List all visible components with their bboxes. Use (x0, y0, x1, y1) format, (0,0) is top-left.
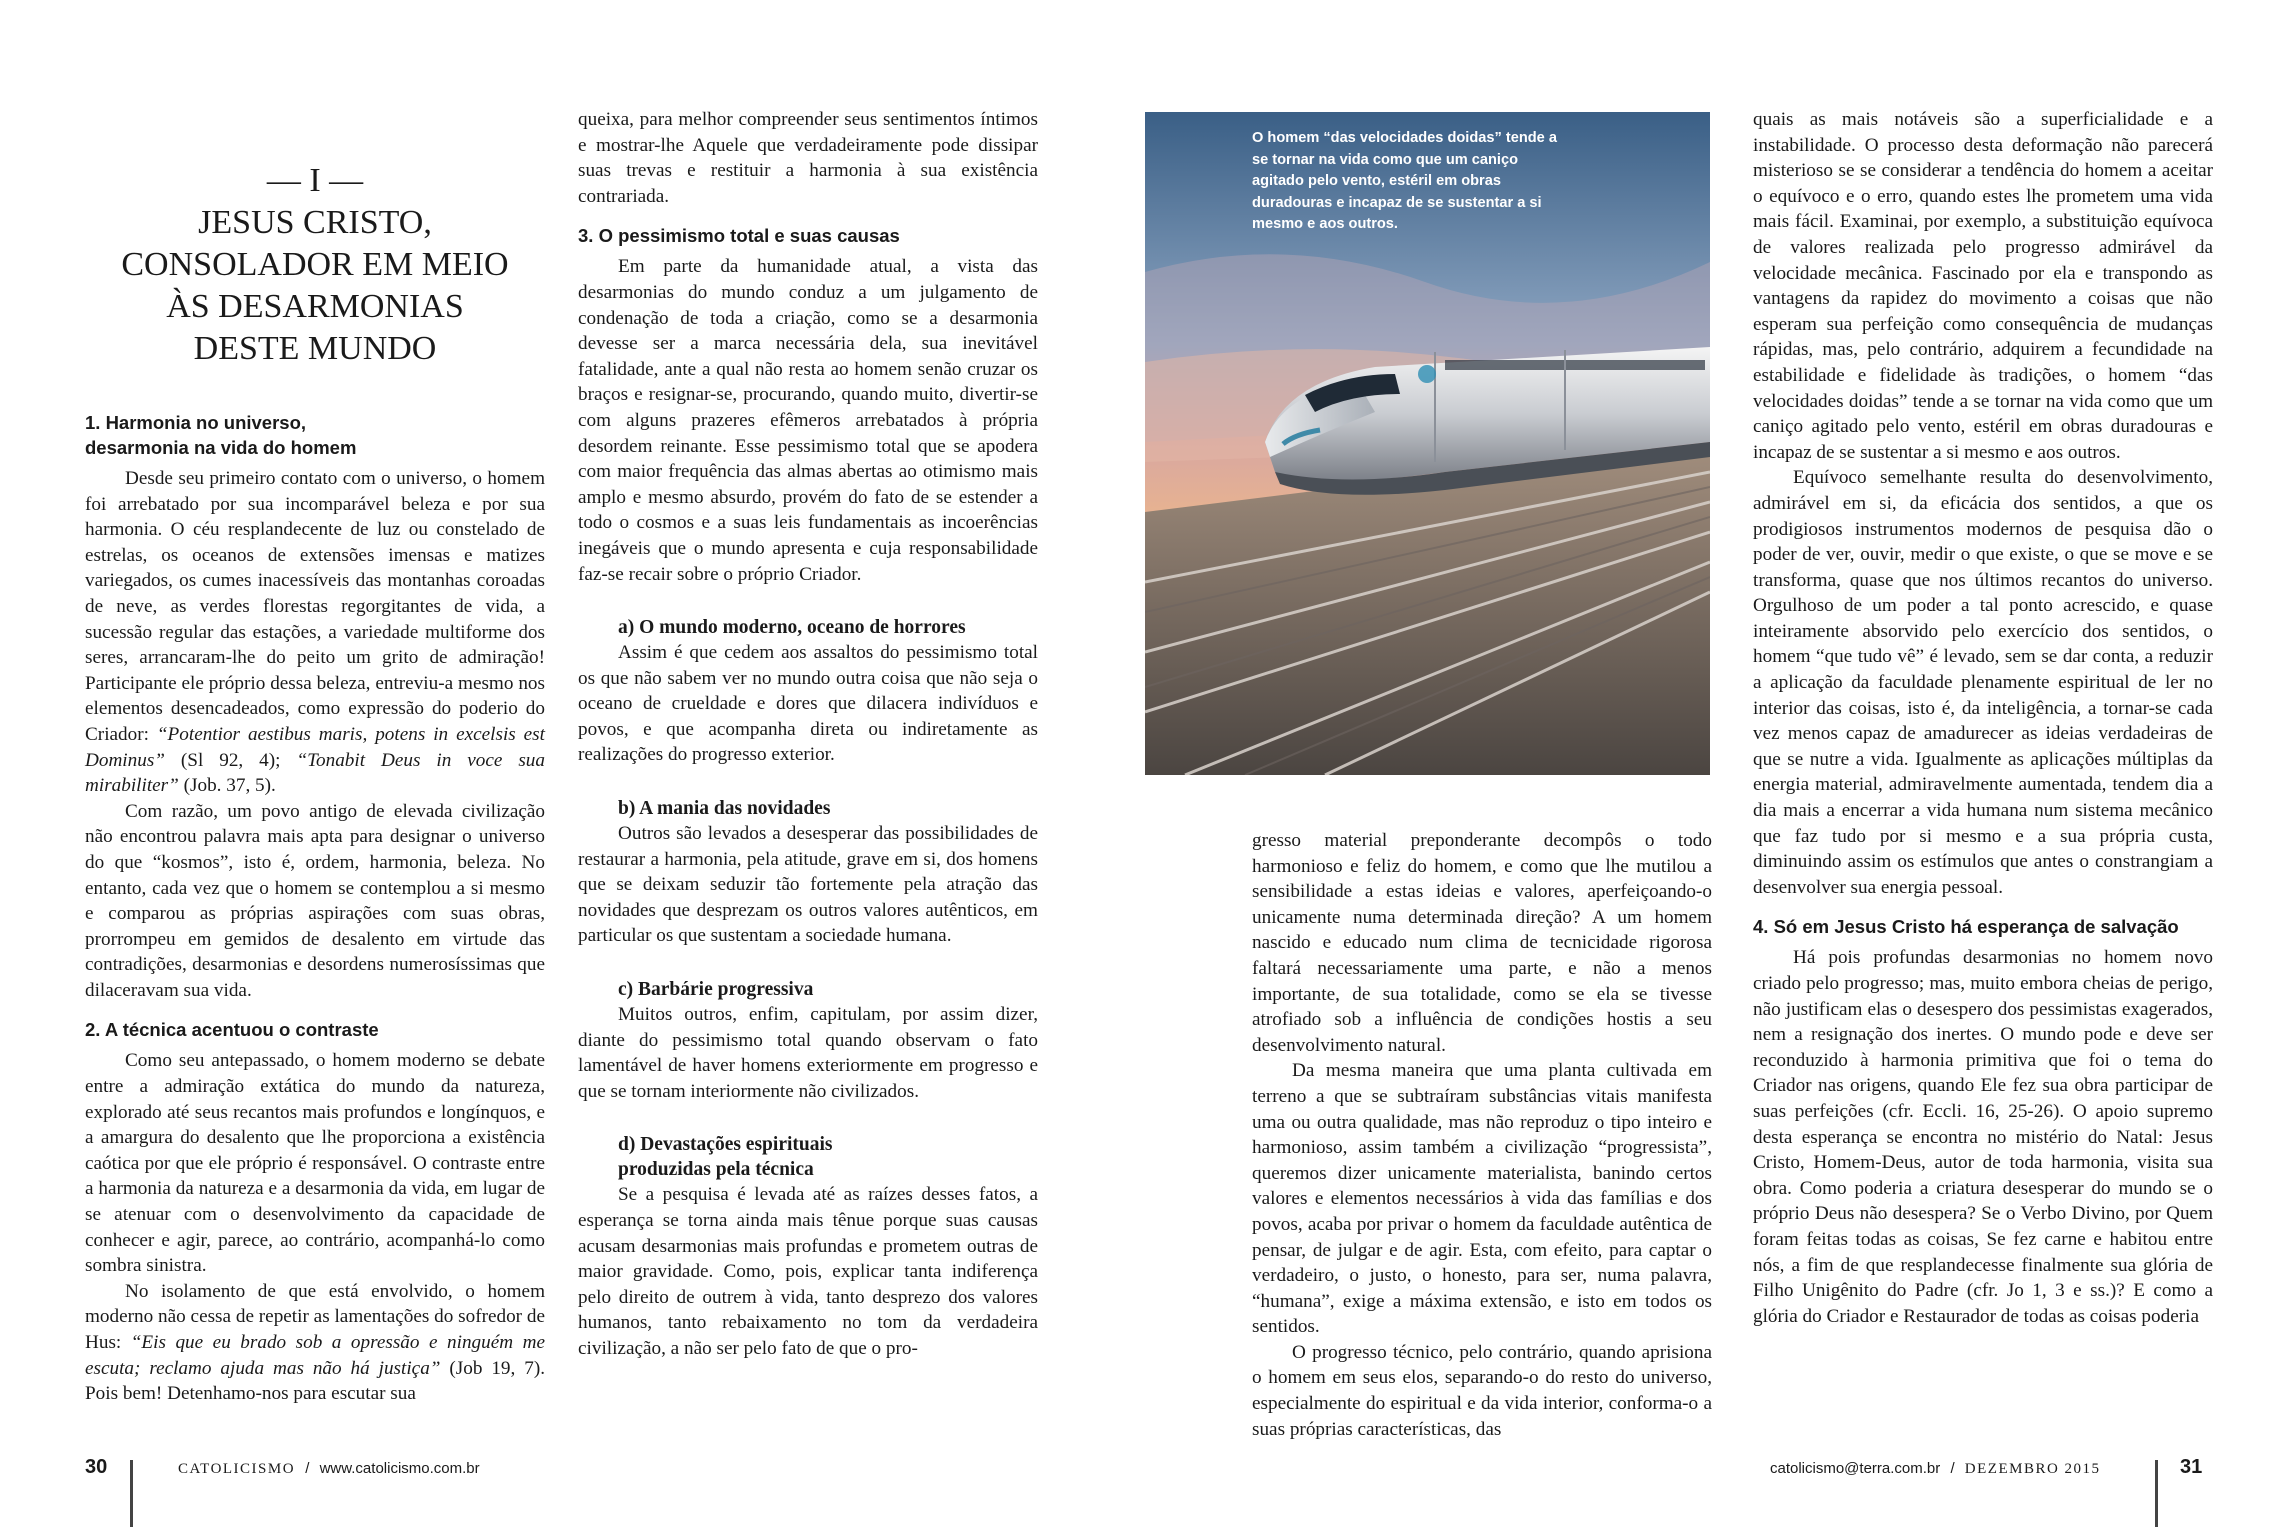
footer-rule-left (130, 1460, 133, 1527)
paragraph: Assim é que cedem aos assaltos do pessimismo total os que não sabem ver no mundo outra coisa que não seja o oceano de crueldade e dores que dilacera indivíduos e povos, e que acompanha direta ou indiretamente as realizações do progresso exterior. (578, 642, 1038, 766)
column-4 (1753, 107, 2213, 1329)
section-heading-3: 3. O pessimismo total e suas causas (578, 225, 900, 247)
paragraph (85, 466, 545, 799)
website-link[interactable]: www.catolicismo.com.br (319, 1460, 480, 1477)
section-heading-1 (85, 410, 545, 460)
paragraph: Há pois profundas desarmonias no homem novo criado pelo progresso; mas, muito embora cheias de perigo, não justificam elas o desespero dos pessimistas exagerados, nem a resignação dos inertes. O mundo pode e deve ser reconduzido à harmonia primitiva que foi o tema do Criador nas origens, quando Ele fez sua obra participar de suas perfeições (cfr. Eccli. 16, 25-26). O apoio supremo desta esperança se encontra no mistério do Natal: Jesus Cristo, Homem-Deus, autor de toda harmonia, visita sua obra. Como poderia a criatura desesperar do mundo se o próprio Deus não desespera? Se o Verbo Divino, por Quem foram feitas todas as coisas, Se fez carne e habitou entre nós, a fim de que resplandecesse finalmente sua glória de Filho Unigênito do Padre (cfr. Jo 1, 3 e ss.)? E como a glória do Criador e Restaurador de todas as coisas poderia (1753, 947, 2213, 1327)
paragraph-text: (Job 19, 7). Pois bem! Detenhamo-nos para escutar sua (85, 1357, 546, 1405)
paragraph-continued: quais as mais notáveis são a superficialidade e a instabilidade. O processo desta deformação não parecerá misterioso se se considerar a tendência do homem a aceitar o equívoco e o erro, quando estes lhe prometem uma vida mais fácil. Examinai, por exemplo, a substituição equívoca de valores realizada pelo progresso admirável da velocidade mecânica. Fascinado por ela e transpondo as vantagens da rapidez do movimento a coisas que não esperam sua perfeição como consequência de mudanças rápidas, mas, pelo contrário, adquirem a fecundidade na estabilidade e fidelidade às tradições, o homem “das velocidades doidas” tende a se tornar na vida como que um caniço agitado pelo vento, estéril em obras duradouras e incapaz de se sustentar a si mesmo e aos outros. (1753, 109, 2213, 463)
citation: (Job. 37, 5). (178, 775, 276, 797)
column-3 (1252, 828, 1712, 1442)
paragraph-text: Desde seu primeiro contato com o universo, o homem foi arrebatado por sua incomparável beleza e por sua harmonia. O céu resplandecente de luz ou constelado de estrelas, os oceanos de extensões imensas e matizes variegados, os cumes inacessíveis das montanhas coroadas de neve, as verdes florestas regorgitantes de vida, a sucessão regular das estações, a variedade multiforme dos seres, arrancaram-lhe do peito um grito de admiração! Participante ele próprio dessa beleza, entreviu-a mesmo nos elementos desencadeados, como expressão do poderio do Criador: (85, 468, 545, 745)
paragraph-continued: gresso material preponderante decompôs o todo harmonioso e feliz do homem, e como que lhe mutilou a sensibilidade a estas ideias e valores, aperfeiçoando-o unicamente numa determinada direção? A um homem nascido e educado num clima de tecnicidade rigorosa faltará necessariamente uma parte, e não a menos importante, de sua totalidade, como se ela se tivesse atrofiado sob a influência de condições hostis a seu desenvolvimento natural. (1252, 830, 1712, 1056)
footer-right (1770, 1460, 2101, 1478)
paragraph (85, 1279, 545, 1407)
latin-quote: “Potentior aestibus maris, potens in excelsis est Dominus” (85, 723, 545, 771)
paragraph-text: No isolamento de que está envolvido, o homem moderno não cessa de repetir as lamentações do sofredor de Hus: (85, 1280, 545, 1353)
scripture-quote: “Eis que eu brado sob a opressão e ninguém me escuta; reclamo ajuda mas não há justiça” (85, 1332, 545, 1379)
photo-caption: O homem “das velocidades doidas” tende a se tornar na vida como que um caniço agitado pelo vento, estéril em obras duradouras e incapaz de se sustentar a si mesmo e aos outros. (1252, 130, 1557, 232)
paragraph: Com razão, um povo antigo de elevada civilização não encontrou palavra mais apta para designar o universo do que “kosmos”, isto é, ordem, harmonia, beleza. No entanto, cada vez que o homem se contemplou a si mesmo e comparou as próprias aspirações com suas obras, prorrompeu em gemidos de desalento em virtude das contradições, desarmonias e desordens numerosíssimas que dilaceravam sua vida. (85, 800, 545, 1001)
citation: (Sl 92, 4); (164, 749, 297, 771)
section-heading-1-line-1: 1. Harmonia no universo, (85, 412, 307, 433)
chapter-numeral: — I — (266, 162, 364, 199)
column-1 (85, 410, 545, 1407)
footer-separator: / (305, 1460, 310, 1477)
footer-rule-right (2155, 1460, 2158, 1527)
issue-date: DEZEMBRO 2015 (1964, 1461, 2101, 1477)
magazine-name: CATOLICISMO (178, 1461, 296, 1477)
footer-left (178, 1460, 480, 1478)
paragraph: Muitos outros, enfim, capitulam, por assim dizer, diante do pessimismo total quando observam o fato lamentável de haver homens exteriormente em progresso e que se tornam interiormente não civilizados. (578, 1004, 1038, 1102)
chapter-title-line-4: DESTE MUNDO (193, 330, 437, 367)
chapter-title-line-2: CONSOLADOR EM MEIO (121, 246, 509, 283)
subheading-a: a) O mundo moderno, oceano de horrores (618, 617, 966, 639)
chapter-heading (85, 160, 545, 370)
section-heading-4: 4. Só em Jesus Cristo há esperança de salvação (1753, 916, 2179, 938)
subheading-d-line-2: produzidas pela técnica (618, 1159, 814, 1181)
page-number-left: 30 (85, 1456, 108, 1478)
column-2 (578, 107, 1038, 1362)
paragraph: Em parte da humanidade atual, a vista das desarmonias do mundo conduz a um julgamento de condenação de toda a criação, como se a desarmonia devesse ser a marca necessária dela, sua inevitável fatalidade, ante a qual não resta ao homem senão cruzar os braços e resignar-se, procurando, quando muito, divertir-se com alguns prazeres efêmeros arrebatados à própria desordem reinante. Esse pessimismo total que se apodera com maior frequência das almas abertas ao otimismo mais amplo e mesmo absurdo, provém do fato de se estender a todo o cosmos e a suas leis fundamentais as incoerências inegáveis que o mundo apresenta e cuja responsabilidade faz-se recair sobre o próprio Criador. (578, 256, 1038, 585)
subheading-c: c) Barbárie progressiva (618, 979, 814, 1001)
paragraph: Como seu antepassado, o homem moderno se debate entre a admiração extática do mundo da natureza, explorado até seus recantos mais profundos e longínquos, e a amargura do desalento que lhe proporciona a existência caótica por que ele próprio é responsável. O contraste entre a harmonia da natureza e a desarmonia da vida, em lugar de se atenuar com o desenvolvimento da capacidade de conhecer e agir, parece, ao contrário, acompanhá-lo como sombra sinistra. (85, 1050, 545, 1277)
footer-separator: / (1950, 1460, 1955, 1477)
subheading-d-line-1: d) Devastações espirituais (618, 1134, 833, 1156)
subheading-d (578, 1132, 1038, 1182)
paragraph: O progresso técnico, pelo contrário, quando aprisiona o homem em seus elos, separando-o do resto do universo, especialmente do espiritual e da vida interior, conforma-o a suas próprias características, das (1252, 1341, 1712, 1440)
chapter-title-line-1: JESUS CRISTO, (198, 204, 432, 241)
paragraph: Se a pesquisa é levada até as raízes desses fatos, a esperança se torna ainda mais tênue porque suas causas acusam desarmonias mais profundas e prometem outras de maior gravidade. Como, pois, explicar tanta indiferença pelo direito de outrem à vida, tanto desprezo dos valores humanos, tanto rebaixamento no tom da verdadeira civilização, a não ser pelo fato de que o pro- (578, 1184, 1038, 1359)
paragraph: Outros são levados a desesperar das possibilidades de restaurar a harmonia, pela atitude, grave em si, dos homens que se deixam seduzir tão fortemente pela atração das novidades que desprezam os outros valores autênticos, em particular os que sustentam a sociedade humana. (578, 823, 1038, 947)
contact-email[interactable]: catolicismo@terra.com.br (1770, 1460, 1941, 1477)
paragraph: Equívoco semelhante resulta do desenvolvimento, admirável em si, da eficácia dos sentidos, a que os prodigiosos instrumentos modernos de pesquisa dão o poder de ver, ouvir, medir o que existe, o que se move e se transforma, quase que nos últimos recantos do universo. Orgulhoso de um poder a tal ponto acrescido, e quase inteiramente absorvido pelo exercício dos sentidos, o homem “que tudo vê” é levado, sem se dar conta, a reduzir a aplicação da faculdade plenamente espiritual de ler no interior das coisas, isto é, da inteligência, a tornar-se cada vez menos capaz de amadurecer as ideias verdadeiras de que se nutre a vida. Igualmente as aplicações múltiplas da energia material, admiravelmente aumentada, tendem dia a dia mais a encerrar a vida humana num sistema mecânico que faz tudo por si mesmo e a sua própria custa, diminuindo assim os estímulos que antes o constrangiam a desenvolver sua energia pessoal. (1753, 467, 2213, 898)
page-number-right: 31 (2180, 1456, 2203, 1478)
paragraph: Da mesma maneira que uma planta cultivada em terreno a que se subtraíram substâncias vitais manifesta uma ou outra qualidade, mas não reproduz o tipo inteiro e harmonioso, assim também a civilização “progressista”, queremos dizer unicamente materialista, banindo certos valores e elementos necessários à vida das famílias e dos povos, acaba por privar o homem da faculdade autêntica de pensar, de julgar e de agir. Esta, com efeito, para captar o verdadeiro, o justo, o honesto, para ser, numa palavra, “humana”, exige a máxima extensão, e isto em todos os sentidos. (1252, 1060, 1712, 1338)
paragraph-continued: queixa, para melhor compreender seus sentimentos íntimos e mostrar-lhe Aquele que verdadeiramente pode dissipar suas trevas e restituir a harmonia à sua existência contrariada. (578, 109, 1038, 207)
chapter-title-line-3: ÀS DESARMONIAS (166, 288, 464, 325)
section-heading-1-line-2: desarmonia na vida do homem (85, 437, 357, 458)
subheading-b: b) A mania das novidades (618, 798, 831, 820)
section-heading-2: 2. A técnica acentuou o contraste (85, 1019, 379, 1041)
latin-quote: “Tonabit Deus in voce sua mirabiliter” (85, 749, 545, 797)
